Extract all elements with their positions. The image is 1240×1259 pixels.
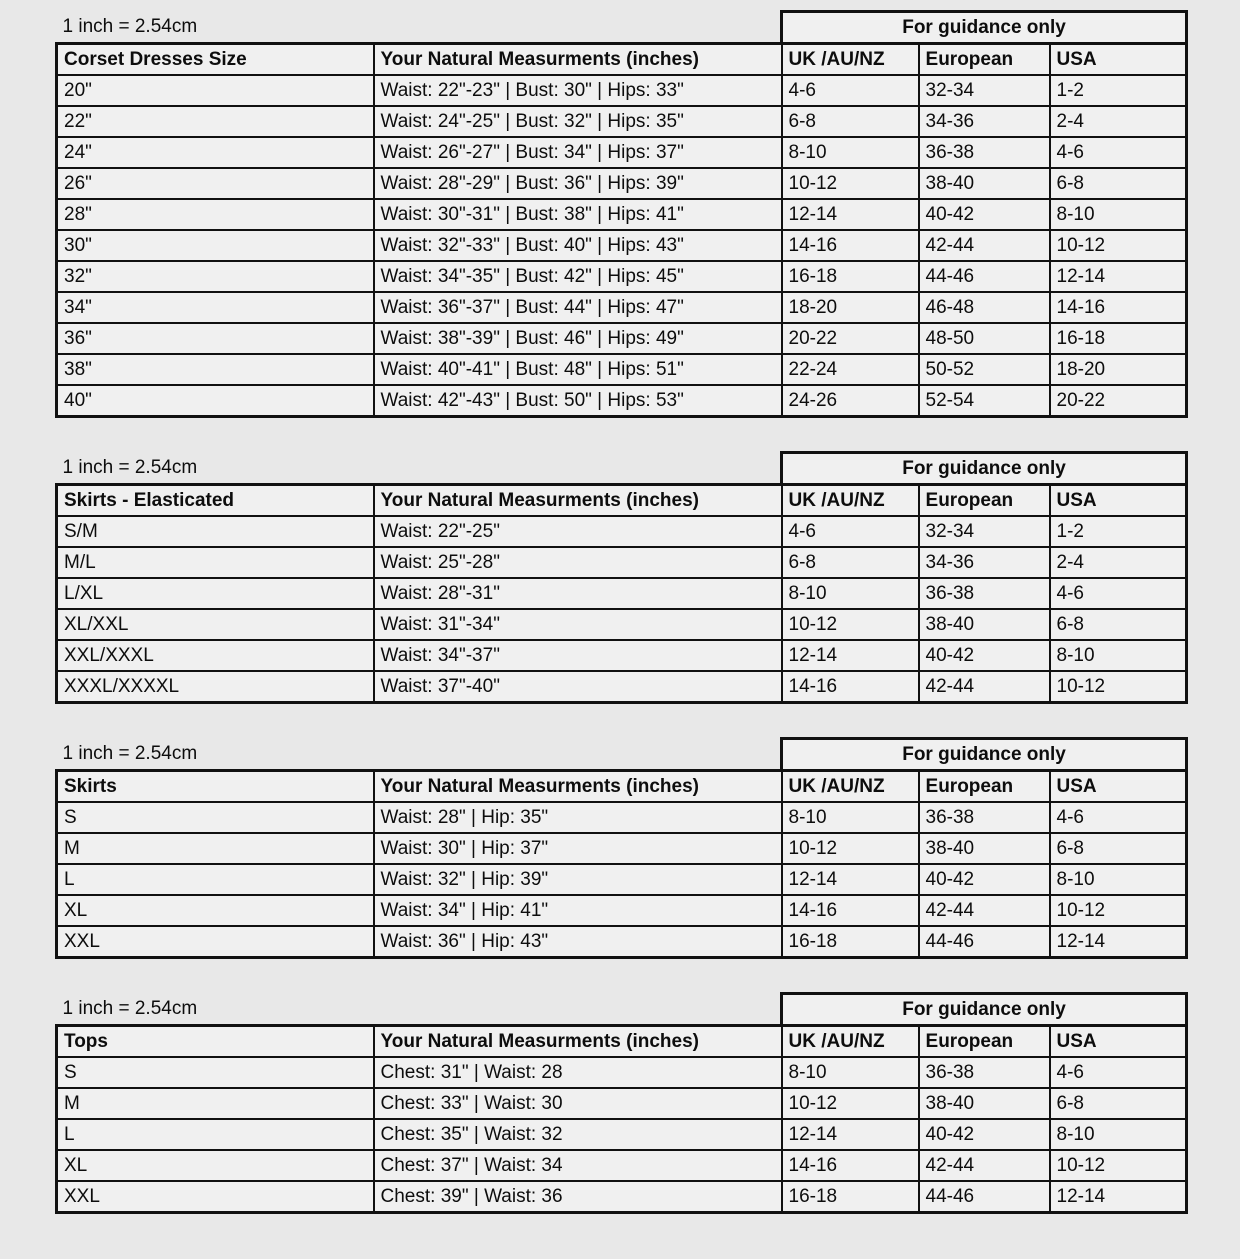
size-cell: 20" (57, 75, 374, 106)
measurements-header: Your Natural Measurments (inches) (374, 44, 782, 76)
measurements-header: Your Natural Measurments (inches) (374, 485, 782, 517)
usa-size-cell: 10-12 (1050, 671, 1187, 703)
european-size-cell: 52-54 (919, 385, 1050, 417)
usa-size-cell: 6-8 (1050, 1088, 1187, 1119)
table-row (57, 137, 1187, 168)
table-row (57, 354, 1187, 385)
measurement-cell: Waist: 42"-43" | Bust: 50" | Hips: 53" (374, 385, 782, 417)
european-size-cell: 38-40 (919, 1088, 1050, 1119)
table-row (57, 1119, 1187, 1150)
european-size-cell: 42-44 (919, 671, 1050, 703)
measurement-cell: Chest: 33" | Waist: 30 (374, 1088, 782, 1119)
european-size-cell: 42-44 (919, 1150, 1050, 1181)
european-size-cell: 36-38 (919, 1057, 1050, 1088)
uk-column-header: UK /AU/NZ (782, 1026, 919, 1058)
european-size-cell: 42-44 (919, 230, 1050, 261)
usa-size-cell: 14-16 (1050, 292, 1187, 323)
uk-size-cell: 14-16 (782, 671, 919, 703)
measurement-cell: Waist: 28"-29" | Bust: 36" | Hips: 39" (374, 168, 782, 199)
table-row (57, 292, 1187, 323)
measurement-cell: Chest: 39" | Waist: 36 (374, 1181, 782, 1213)
category-header: Skirts - Elasticated (57, 485, 374, 517)
usa-size-cell: 12-14 (1050, 1181, 1187, 1213)
usa-size-cell: 1-2 (1050, 75, 1187, 106)
measurement-cell: Waist: 28"-31" (374, 578, 782, 609)
size-cell: 26" (57, 168, 374, 199)
usa-size-cell: 8-10 (1050, 864, 1187, 895)
uk-size-cell: 14-16 (782, 230, 919, 261)
uk-size-cell: 18-20 (782, 292, 919, 323)
size-cell: 22" (57, 106, 374, 137)
european-column-header: European (919, 44, 1050, 76)
size-cell: XXXL/XXXXL (57, 671, 374, 703)
european-size-cell: 40-42 (919, 199, 1050, 230)
guidance-header: For guidance only (782, 12, 1187, 44)
measurements-header: Your Natural Measurments (inches) (374, 1026, 782, 1058)
table-row (57, 106, 1187, 137)
european-size-cell: 48-50 (919, 323, 1050, 354)
uk-size-cell: 8-10 (782, 802, 919, 833)
skirts-elasticated-table (55, 451, 1188, 704)
table-row (57, 168, 1187, 199)
uk-size-cell: 10-12 (782, 833, 919, 864)
table-row (57, 609, 1187, 640)
uk-size-cell: 8-10 (782, 137, 919, 168)
measurement-cell: Waist: 34"-37" (374, 640, 782, 671)
european-size-cell: 40-42 (919, 864, 1050, 895)
usa-size-cell: 2-4 (1050, 106, 1187, 137)
european-column-header: European (919, 485, 1050, 517)
uk-size-cell: 16-18 (782, 1181, 919, 1213)
table-row (57, 802, 1187, 833)
measurement-cell: Waist: 36"-37" | Bust: 44" | Hips: 47" (374, 292, 782, 323)
european-column-header: European (919, 771, 1050, 803)
inch-conversion-note: 1 inch = 2.54cm (62, 743, 198, 765)
european-size-cell: 38-40 (919, 168, 1050, 199)
european-size-cell: 36-38 (919, 802, 1050, 833)
usa-size-cell: 16-18 (1050, 323, 1187, 354)
category-header: Corset Dresses Size (57, 44, 374, 76)
usa-size-cell: 6-8 (1050, 168, 1187, 199)
uk-column-header: UK /AU/NZ (782, 485, 919, 517)
size-cell: XXL (57, 1181, 374, 1213)
table-row (57, 547, 1187, 578)
usa-size-cell: 4-6 (1050, 137, 1187, 168)
measurement-cell: Chest: 37" | Waist: 34 (374, 1150, 782, 1181)
size-cell: XXL/XXXL (57, 640, 374, 671)
measurement-cell: Waist: 22"-25" (374, 516, 782, 547)
size-cell: 32" (57, 261, 374, 292)
uk-column-header: UK /AU/NZ (782, 771, 919, 803)
measurements-header: Your Natural Measurments (inches) (374, 771, 782, 803)
table-row (57, 926, 1187, 958)
category-header: Skirts (57, 771, 374, 803)
usa-size-cell: 10-12 (1050, 1150, 1187, 1181)
measurement-cell: Chest: 35" | Waist: 32 (374, 1119, 782, 1150)
size-cell: 38" (57, 354, 374, 385)
usa-column-header: USA (1050, 44, 1187, 76)
table-row (57, 895, 1187, 926)
uk-size-cell: 22-24 (782, 354, 919, 385)
measurement-cell: Waist: 26"-27" | Bust: 34" | Hips: 37" (374, 137, 782, 168)
measurement-cell: Waist: 34" | Hip: 41" (374, 895, 782, 926)
size-cell: 36" (57, 323, 374, 354)
uk-size-cell: 24-26 (782, 385, 919, 417)
size-cell: M/L (57, 547, 374, 578)
european-size-cell: 42-44 (919, 895, 1050, 926)
european-size-cell: 40-42 (919, 640, 1050, 671)
uk-size-cell: 20-22 (782, 323, 919, 354)
table-row (57, 1088, 1187, 1119)
european-size-cell: 38-40 (919, 833, 1050, 864)
size-cell: S (57, 1057, 374, 1088)
uk-size-cell: 12-14 (782, 1119, 919, 1150)
size-cell: XL (57, 1150, 374, 1181)
uk-size-cell: 8-10 (782, 1057, 919, 1088)
usa-size-cell: 8-10 (1050, 1119, 1187, 1150)
usa-size-cell: 4-6 (1050, 1057, 1187, 1088)
european-size-cell: 36-38 (919, 578, 1050, 609)
corset-dresses-table (55, 10, 1188, 418)
size-cell: 34" (57, 292, 374, 323)
uk-size-cell: 10-12 (782, 609, 919, 640)
usa-size-cell: 1-2 (1050, 516, 1187, 547)
european-size-cell: 44-46 (919, 261, 1050, 292)
size-cell: 30" (57, 230, 374, 261)
measurement-cell: Waist: 31"-34" (374, 609, 782, 640)
european-size-cell: 44-46 (919, 926, 1050, 958)
uk-size-cell: 8-10 (782, 578, 919, 609)
uk-size-cell: 14-16 (782, 895, 919, 926)
usa-size-cell: 10-12 (1050, 895, 1187, 926)
table-row (57, 199, 1187, 230)
uk-size-cell: 16-18 (782, 926, 919, 958)
uk-size-cell: 4-6 (782, 75, 919, 106)
usa-size-cell: 8-10 (1050, 199, 1187, 230)
table-row (57, 75, 1187, 106)
table-row (57, 516, 1187, 547)
tops-table (55, 992, 1188, 1214)
size-cell: XL (57, 895, 374, 926)
usa-column-header: USA (1050, 485, 1187, 517)
uk-size-cell: 10-12 (782, 1088, 919, 1119)
inch-conversion-note: 1 inch = 2.54cm (62, 457, 198, 479)
european-size-cell: 44-46 (919, 1181, 1050, 1213)
european-size-cell: 46-48 (919, 292, 1050, 323)
usa-size-cell: 18-20 (1050, 354, 1187, 385)
uk-size-cell: 6-8 (782, 547, 919, 578)
measurement-cell: Chest: 31" | Waist: 28 (374, 1057, 782, 1088)
uk-size-cell: 4-6 (782, 516, 919, 547)
uk-size-cell: 10-12 (782, 168, 919, 199)
european-size-cell: 34-36 (919, 547, 1050, 578)
table-row (57, 640, 1187, 671)
measurement-cell: Waist: 38"-39" | Bust: 46" | Hips: 49" (374, 323, 782, 354)
size-cell: S (57, 802, 374, 833)
inch-conversion-note: 1 inch = 2.54cm (62, 16, 198, 38)
table-row (57, 833, 1187, 864)
usa-column-header: USA (1050, 1026, 1187, 1058)
measurement-cell: Waist: 34"-35" | Bust: 42" | Hips: 45" (374, 261, 782, 292)
usa-size-cell: 4-6 (1050, 578, 1187, 609)
measurement-cell: Waist: 28" | Hip: 35" (374, 802, 782, 833)
uk-column-header: UK /AU/NZ (782, 44, 919, 76)
usa-size-cell: 2-4 (1050, 547, 1187, 578)
table-row (57, 385, 1187, 417)
table-row (57, 230, 1187, 261)
size-cell: 28" (57, 199, 374, 230)
skirts-table (55, 737, 1188, 959)
size-table-tops (55, 992, 1185, 1214)
table-row (57, 1057, 1187, 1088)
measurement-cell: Waist: 25"-28" (374, 547, 782, 578)
guidance-header: For guidance only (782, 739, 1187, 771)
usa-column-header: USA (1050, 771, 1187, 803)
european-size-cell: 34-36 (919, 106, 1050, 137)
table-row (57, 671, 1187, 703)
table-row (57, 323, 1187, 354)
usa-size-cell: 4-6 (1050, 802, 1187, 833)
size-cell: XXL (57, 926, 374, 958)
measurement-cell: Waist: 32"-33" | Bust: 40" | Hips: 43" (374, 230, 782, 261)
usa-size-cell: 20-22 (1050, 385, 1187, 417)
uk-size-cell: 12-14 (782, 640, 919, 671)
uk-size-cell: 12-14 (782, 864, 919, 895)
measurement-cell: Waist: 36" | Hip: 43" (374, 926, 782, 958)
table-row (57, 261, 1187, 292)
measurement-cell: Waist: 32" | Hip: 39" (374, 864, 782, 895)
guidance-header: For guidance only (782, 994, 1187, 1026)
table-row (57, 1181, 1187, 1213)
measurement-cell: Waist: 37"-40" (374, 671, 782, 703)
size-cell: 40" (57, 385, 374, 417)
table-row (57, 578, 1187, 609)
usa-size-cell: 8-10 (1050, 640, 1187, 671)
usa-size-cell: 6-8 (1050, 609, 1187, 640)
inch-conversion-note: 1 inch = 2.54cm (62, 998, 198, 1020)
usa-size-cell: 6-8 (1050, 833, 1187, 864)
size-table-skirts (55, 737, 1185, 959)
size-cell: M (57, 1088, 374, 1119)
uk-size-cell: 16-18 (782, 261, 919, 292)
table-row (57, 864, 1187, 895)
measurement-cell: Waist: 40"-41" | Bust: 48" | Hips: 51" (374, 354, 782, 385)
size-cell: S/M (57, 516, 374, 547)
guidance-header: For guidance only (782, 453, 1187, 485)
size-cell: L (57, 1119, 374, 1150)
european-size-cell: 32-34 (919, 516, 1050, 547)
usa-size-cell: 12-14 (1050, 261, 1187, 292)
size-cell: L (57, 864, 374, 895)
table-row (57, 1150, 1187, 1181)
european-size-cell: 50-52 (919, 354, 1050, 385)
category-header: Tops (57, 1026, 374, 1058)
measurement-cell: Waist: 22"-23" | Bust: 30" | Hips: 33" (374, 75, 782, 106)
european-size-cell: 32-34 (919, 75, 1050, 106)
usa-size-cell: 12-14 (1050, 926, 1187, 958)
uk-size-cell: 12-14 (782, 199, 919, 230)
size-table-skirts-elasticated (55, 451, 1185, 704)
measurement-cell: Waist: 30"-31" | Bust: 38" | Hips: 41" (374, 199, 782, 230)
size-cell: XL/XXL (57, 609, 374, 640)
usa-size-cell: 10-12 (1050, 230, 1187, 261)
measurement-cell: Waist: 30" | Hip: 37" (374, 833, 782, 864)
size-cell: 24" (57, 137, 374, 168)
uk-size-cell: 14-16 (782, 1150, 919, 1181)
european-size-cell: 38-40 (919, 609, 1050, 640)
size-table-corset-dresses (55, 10, 1185, 418)
measurement-cell: Waist: 24"-25" | Bust: 32" | Hips: 35" (374, 106, 782, 137)
uk-size-cell: 6-8 (782, 106, 919, 137)
size-cell: L/XL (57, 578, 374, 609)
european-size-cell: 40-42 (919, 1119, 1050, 1150)
size-cell: M (57, 833, 374, 864)
european-size-cell: 36-38 (919, 137, 1050, 168)
european-column-header: European (919, 1026, 1050, 1058)
